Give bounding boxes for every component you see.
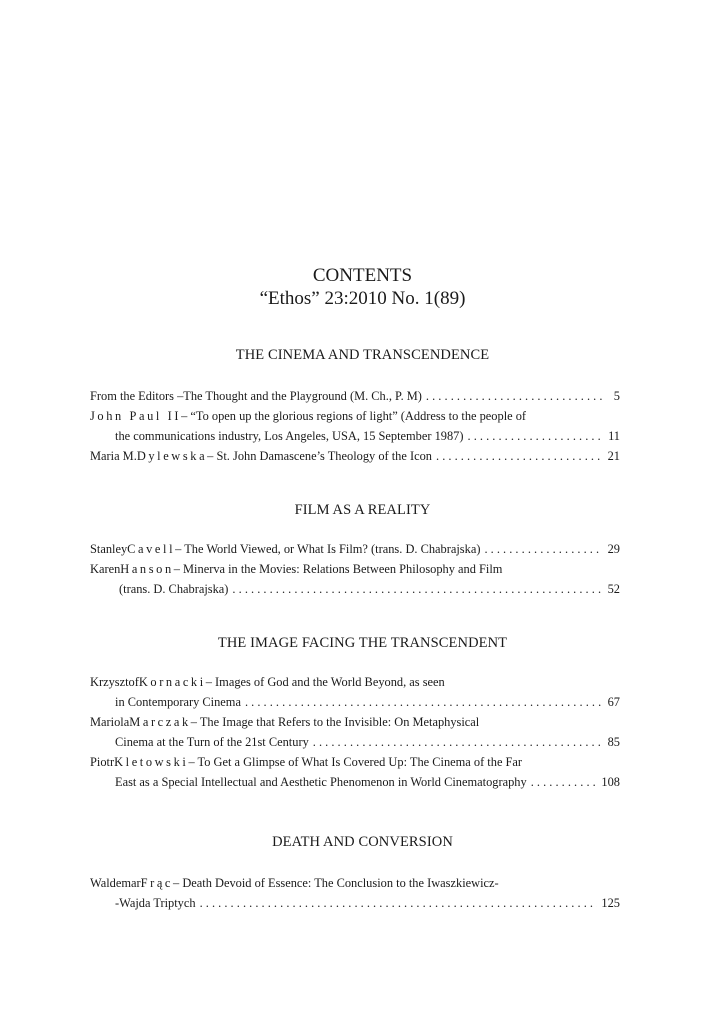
contents-title: CONTENTS (312, 265, 413, 286)
entry-title: – The World Viewed, or What Is Film? (trans. D. Chabrajska) (175, 542, 481, 556)
entry-title-continued: in Contemporary Cinema (115, 695, 241, 709)
journal-issue-subtitle: “Ethos” 23:2010 No. 1(89) (259, 288, 466, 309)
entry-title-continued: (trans. D. Chabrajska) (119, 582, 229, 596)
entry-title: – The Image that Refers to the Invisible: On Metaphysical (190, 715, 480, 729)
leader-dots (426, 386, 602, 406)
leader-dots (468, 426, 603, 446)
page-number: 108 (601, 775, 620, 789)
page-number: 11 (608, 429, 620, 443)
page-number: 29 (607, 542, 620, 556)
entry-title-continued: Cinema at the Turn of the 21st Century (115, 735, 309, 749)
toc-entry[interactable] (90, 672, 620, 712)
leader-dots (436, 446, 602, 466)
toc-entry[interactable] (90, 752, 620, 792)
page-number: 85 (607, 735, 620, 749)
page-number: 52 (607, 582, 620, 596)
entry-title: – Death Devoid of Essence: The Conclusion to the Iwaszkiewicz- (173, 876, 499, 890)
entry-author: From the Editors – (90, 389, 184, 403)
entry-author: Dylewska (136, 449, 208, 463)
entry-author-first: Mariola (90, 715, 130, 729)
entry-author: Frąc (140, 876, 174, 890)
toc-entry[interactable] (90, 873, 620, 913)
section-title-image-transcendent: THE IMAGE FACING THE TRANSCENDENT (217, 635, 508, 651)
leader-dots (313, 732, 602, 752)
entry-title: – Minerva in the Movies: Relations Between Philosophy and Film (173, 562, 503, 576)
entry-author: John Paul II (90, 409, 182, 423)
section-title-death-conversion: DEATH AND CONVERSION (272, 834, 453, 850)
entry-title: – Images of God and the World Beyond, as seen (205, 675, 445, 689)
toc-entry[interactable] (90, 386, 620, 406)
leader-dots (245, 692, 602, 712)
entry-title: – “To open up the glorious regions of light” (Address to the people of (181, 409, 527, 423)
section-title-film-reality: FILM AS A REALITY (294, 502, 431, 518)
entry-title: The Thought and the Playground (M. Ch., P. M) (183, 389, 422, 403)
entry-title: – To Get a Glimpse of What Is Covered Up: The Cinema of the Far (188, 755, 523, 769)
entry-author: Cavell (127, 542, 176, 556)
toc-entry[interactable] (90, 712, 620, 752)
entry-title-continued: the communications industry, Los Angeles, USA, 15 September 1987) (115, 429, 464, 443)
entry-title-continued: -Wajda Triptych (115, 896, 196, 910)
entry-author: Kletowski (114, 755, 189, 769)
entry-author-first: Waldemar (90, 876, 141, 890)
entry-author-first: Piotr (90, 755, 115, 769)
page-number: 21 (607, 449, 620, 463)
entry-author: Kornacki (138, 675, 206, 689)
entry-author: Hanson (120, 562, 174, 576)
entry-title: – St. John Damascene’s Theology of the Icon (207, 449, 432, 463)
entry-author-first: Krzysztof (90, 675, 139, 689)
section-title-cinema-transcendence: THE CINEMA AND TRANSCENDENCE (235, 347, 490, 363)
toc-entry[interactable] (90, 539, 620, 559)
page-number: 125 (601, 896, 620, 910)
entry-title-continued: East as a Special Intellectual and Aesthetic Phenomenon in World Cinematography (115, 775, 527, 789)
leader-dots (232, 579, 602, 599)
page-number: 67 (607, 695, 620, 709)
entry-author-first: Maria M. (90, 449, 137, 463)
leader-dots (531, 772, 598, 792)
entry-author: Marczak (129, 715, 191, 729)
leader-dots (484, 539, 602, 559)
toc-entry[interactable] (90, 446, 620, 466)
toc-entry[interactable] (90, 559, 620, 599)
toc-entry[interactable] (90, 406, 620, 446)
entry-author-first: Stanley (90, 542, 128, 556)
leader-dots (200, 893, 598, 913)
entry-author-first: Karen (90, 562, 121, 576)
page-number: 5 (613, 389, 620, 403)
